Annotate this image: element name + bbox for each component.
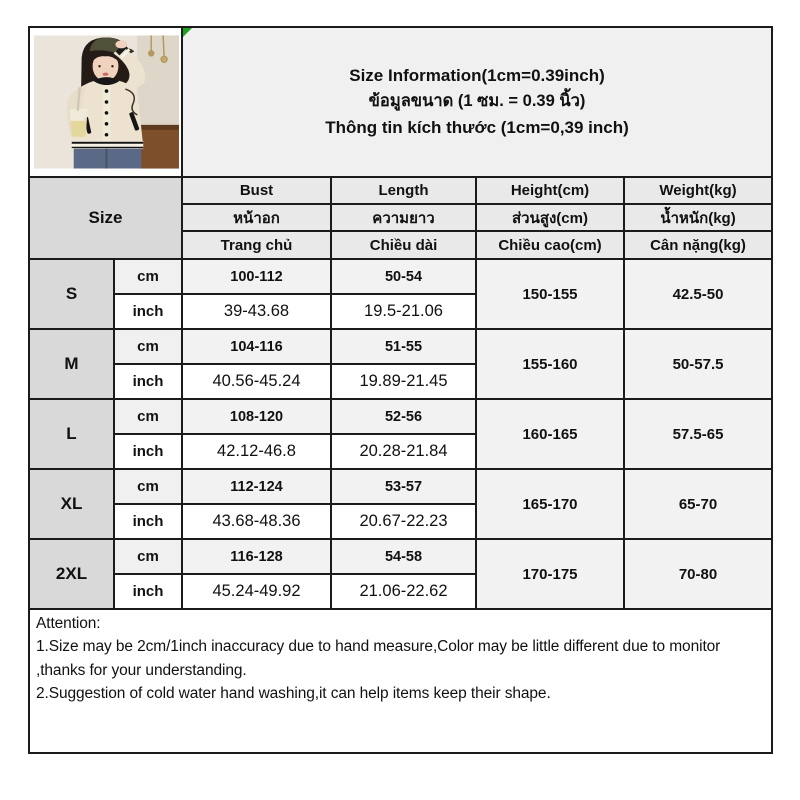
bust-inch: 45.24-49.92 [182,574,331,609]
col-height-en: Height(cm) [476,177,624,204]
row-l-cm [29,399,772,434]
wooden-shelf [139,127,179,169]
cell-error-triangle-icon [183,28,192,37]
bust-cm: 116-128 [182,539,331,574]
unit-cm: cm [114,329,182,364]
col-bust-en: Bust [182,177,331,204]
unit-cm: cm [114,399,182,434]
attention-cell [29,609,772,753]
size-header: Size [29,177,182,259]
col-height-th: ส่วนสูง(cm) [476,204,624,231]
bust-cm: 100-112 [182,259,331,294]
bust-inch: 39-43.68 [182,294,331,329]
unit-inch: inch [114,294,182,329]
title-row [29,27,772,177]
weight-range: 65-70 [624,469,772,539]
bust-cm: 104-116 [182,329,331,364]
height-range: 165-170 [476,469,624,539]
title-cell [182,27,772,177]
unit-cm: cm [114,259,182,294]
bust-inch: 43.68-48.36 [182,504,331,539]
title-vi: Thông tin kích thước (1cm=0,39 inch) [325,117,629,137]
weight-range: 57.5-65 [624,399,772,469]
header-row-en [29,177,772,204]
bust-cm: 112-124 [182,469,331,504]
col-length-vi: Chiều dài [331,231,476,259]
attention-line-1: 1.Size may be 2cm/1inch inaccuracy due to hand measure,Color may be little different due to monitor ,thanks for your understanding. [36,638,721,679]
bust-inch: 42.12-46.8 [182,434,331,469]
col-bust-th: หน้าอก [182,204,331,231]
length-inch: 19.89-21.45 [331,364,476,399]
drink [71,121,87,137]
height-range: 155-160 [476,329,624,399]
unit-cm: cm [114,469,182,504]
length-inch: 20.67-22.23 [331,504,476,539]
length-cm: 53-57 [331,469,476,504]
col-length-en: Length [331,177,476,204]
length-cm: 51-55 [331,329,476,364]
placket [103,85,111,147]
unit-cm: cm [114,539,182,574]
length-inch: 21.06-22.62 [331,574,476,609]
jeans [74,149,142,169]
product-photo-cell [29,27,182,177]
bust-inch: 40.56-45.24 [182,364,331,399]
attention-row [29,609,772,753]
length-inch: 20.28-21.84 [331,434,476,469]
length-inch: 19.5-21.06 [331,294,476,329]
weight-range: 50-57.5 [624,329,772,399]
title-th: ข้อมูลขนาด (1 ซม. = 0.39 นิ้ว) [368,92,586,111]
col-weight-vi: Cân nặng(kg) [624,231,772,259]
size-label: L [29,399,114,469]
attention-line-2: 2.Suggestion of cold water hand washing,it can help items keep their shape. [36,684,551,702]
row-xl-cm [29,469,772,504]
col-height-vi: Chiều cao(cm) [476,231,624,259]
title-en: Size Information(1cm=0.39inch) [349,65,605,85]
size-table [28,26,773,754]
height-range: 150-155 [476,259,624,329]
height-range: 160-165 [476,399,624,469]
col-bust-vi: Trang chủ [182,231,331,259]
unit-inch: inch [114,364,182,399]
length-cm: 50-54 [331,259,476,294]
hand [115,40,127,48]
size-label: M [29,329,114,399]
size-label: XL [29,469,114,539]
col-weight-th: น้ำหนัก(kg) [624,204,772,231]
col-length-th: ความยาว [331,204,476,231]
col-weight-en: Weight(kg) [624,177,772,204]
height-range: 170-175 [476,539,624,609]
unit-inch: inch [114,504,182,539]
length-cm: 54-58 [331,539,476,574]
bust-cm: 108-120 [182,399,331,434]
row-m-cm [29,329,772,364]
product-photo [34,35,179,169]
row-2xl-cm [29,539,772,574]
unit-inch: inch [114,434,182,469]
weight-range: 70-80 [624,539,772,609]
size-label: S [29,259,114,329]
lips [103,73,109,76]
attention-heading: Attention: [36,615,101,632]
weight-range: 42.5-50 [624,259,772,329]
unit-inch: inch [114,574,182,609]
size-chart-sheet [28,26,773,754]
size-label: 2XL [29,539,114,609]
length-cm: 52-56 [331,399,476,434]
row-s-cm [29,259,772,294]
